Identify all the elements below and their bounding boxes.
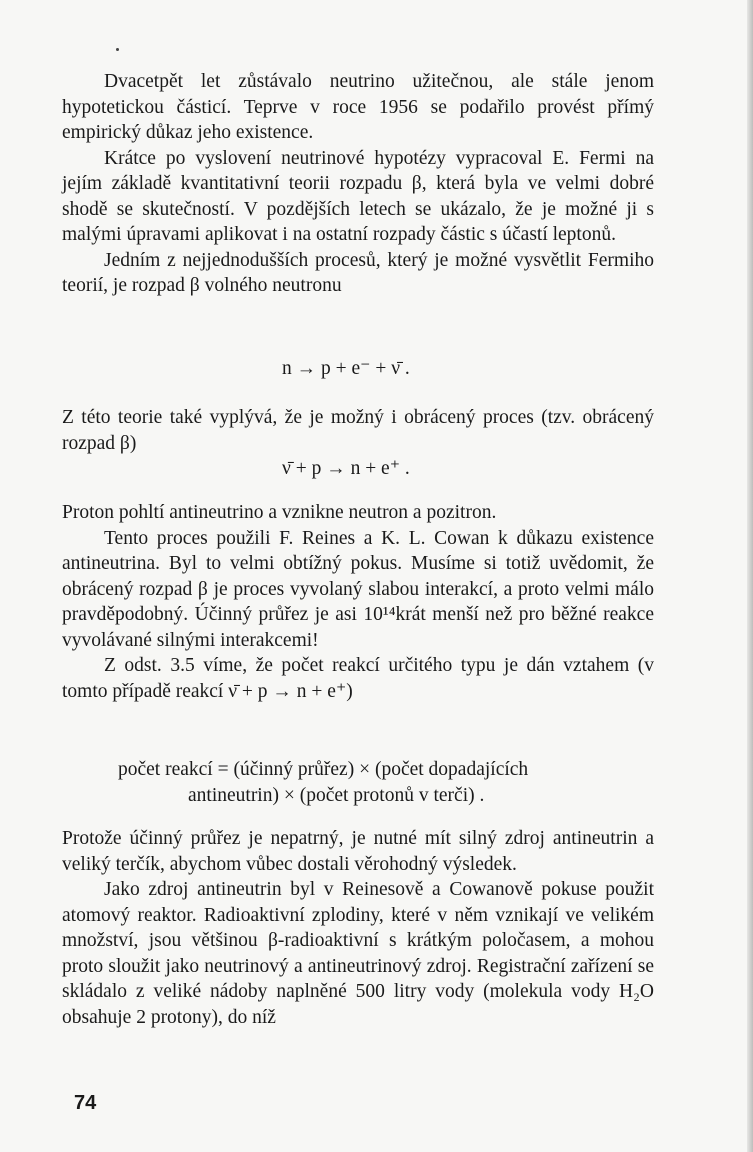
speck-dot [116, 48, 119, 51]
paragraph-5: Proton pohltí antineutrino a vznikne neutron a pozitron. [62, 502, 497, 523]
equation-reaction-count-line2: antineutrin) × (počet protonů v terči) . [188, 785, 485, 806]
paragraph-4: Z této teorie také vyplývá, že je možný i obrácený proces (tzv. obrácený rozpad β) [62, 407, 654, 454]
paragraph-3: Jedním z nejjednodušších procesů, který je možné vysvětlit Fermiho teorií, je rozpad β volného neutronu [62, 249, 654, 296]
equation-neutron-decay: n → p + e⁻ + ν̄ . [282, 358, 410, 379]
text-block-4 [62, 826, 654, 1030]
paragraph-1: Dvacetpět let zůstávalo neutrino užitečnou, ale stále jenom hypotetickou částicí. Teprve v roce 1956 se podařilo provést přímý empirický důkaz jeho existence. [62, 71, 654, 143]
text-block-2 [62, 405, 654, 456]
paragraph-2: Krátce po vyslovení neutrinové hypotézy vypracoval E. Fermi na jejím základě kvantitativní teorii rozpadu β, která byla ve velmi dobré shodě se skutečností. V pozdějších letech se ukázalo, že je možné ji s malými úpravami aplikovat i na ostatní rozpady částic s účastí leptonů. [62, 147, 654, 245]
paragraph-8: Protože účinný průřez je nepatrný, je nutné mít silný zdroj antineutrin a veliký terčík, abychom vůbec dostali věrohodný výsledek. [62, 828, 654, 875]
text-block-3 [62, 500, 654, 704]
page-edge [747, 0, 753, 1152]
equation-reaction-count-line1: počet reakcí = (účinný průřez) × (počet dopadajících [118, 759, 529, 780]
paragraph-6: Tento proces použili F. Reines a K. L. Cowan k důkazu existence antineutrina. Byl to velmi obtížný pokus. Musíme si totiž uvědomit, že obrácený rozpad β je proces vyvolaný slabou interakcí, a proto velmi málo pravděpodobný. Účinný průřez je asi 10¹⁴krát menší než pro běžné reakce vyvolávané silnými interakcemi! [62, 527, 654, 651]
paragraph-9: Jako zdroj antineutrin byl v Reinesově a Cowanově pokuse použit atomový reaktor. Radioaktivní zplodiny, které v něm vznikají ve velikém množství, jsou většinou β-radioaktivní s krátkým poločasem, a mohou proto sloužit jako neutrinový a antineutrinový zdroj. Registrační zařízení se skládalo z veliké nádoby naplněné 500 litry vody (molekula vody H₂O obsahuje 2 protony), do níž [62, 879, 654, 1028]
text-block-1 [62, 69, 654, 299]
page-number: 74 [74, 1092, 97, 1114]
paragraph-7: Z odst. 3.5 víme, že počet reakcí určitého typu je dán vztahem (v tomto případě reakcí ν̄ + p → n + e⁺) [62, 655, 654, 702]
equation-inverse-decay: ν̄ + p → n + e⁺ . [282, 458, 410, 479]
